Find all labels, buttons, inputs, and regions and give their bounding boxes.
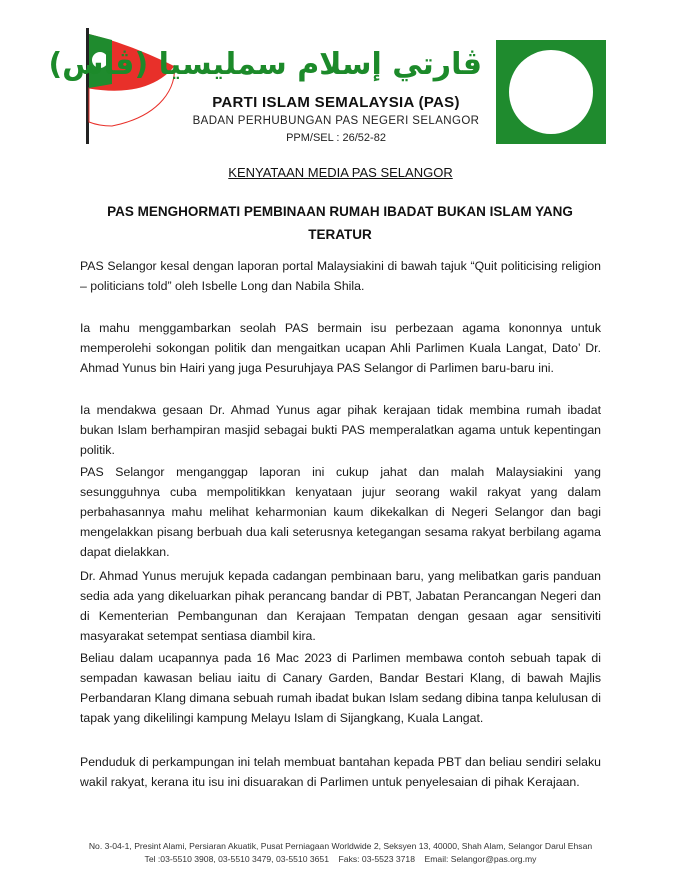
headline-line-2: TERATUR	[308, 227, 372, 242]
jawi-wordmark: ڤارتي إسلام سمليسيا (ڤاس)	[48, 47, 482, 82]
body-paragraph-2: Ia mahu menggambarkan seolah PAS bermain isu perbezaan agama kononnya untuk memperolehi sokongan politik dan mengaitkan ucapan Ahli Parlimen Kuala Langat, Dato’ Dr. Ahmad Yunus bin Hairi yang juga Pesuruhjaya PAS Selangor di Parlimen baru-baru ini.	[80, 321, 601, 375]
footer-address: No. 3-04-1, Presint Alami, Persiaran Akuatik, Pusat Perniagaan Worldwide 2, Seksyen 13, 40000, Shah Alam, Selangor Darul Ehsan	[88, 841, 593, 851]
statement-headline	[90, 200, 590, 246]
organization-division: BADAN PERHUBUNGAN PAS NEGERI SELANGOR	[192, 115, 480, 127]
emblem-white-circle	[509, 50, 593, 134]
body-paragraph-3: Ia mendakwa gesaan Dr. Ahmad Yunus agar pihak kerajaan tidak membina rumah ibadat bukan Islam berhampiran masjid sebagai bukti PAS memperalatkan agama untuk kepentingan politik.	[80, 403, 601, 457]
body-paragraph-1: PAS Selangor kesal dengan laporan portal Malaysiakini di bawah tajuk “Quit politicising religion – politicians told” oleh Isbelle Long dan Nabila Shila.	[80, 259, 601, 293]
body-paragraph-6: Beliau dalam ucapannya pada 16 Mac 2023 di Parlimen membawa contoh sebuah tapak di sempadan kawasan beliau iaitu di Canary Garden, Bandar Bestari Klang, di bawah Majlis Perbandaran Klang dimana sebuah rumah ibadat bukan Islam sedang dibina tanpa kelulusan di tapak yang dikelilingi kampung Melayu Islam di Sijangkang, Kuala Langat.	[80, 651, 601, 725]
footer-contacts: Tel :03-5510 3908, 03-5510 3479, 03-5510 3651 Faks: 03-5523 3718 Email: Selangor@pas.org.my	[144, 854, 537, 864]
body-paragraph-5: Dr. Ahmad Yunus merujuk kepada cadangan pembinaan baru, yang melibatkan garis panduan sedia ada yang dikeluarkan pihak perancang bandar di PBT, Jabatan Perancangan Negeri dan di Kementerian Pembangunan dan Kerajaan Tempatan dengan gesaan agar sensitiviti masyarakat setempat sentiasa diambil kira.	[80, 569, 601, 643]
organization-name: PARTI ISLAM SEMALAYSIA (PAS)	[212, 94, 460, 111]
body-paragraph-7: Penduduk di perkampungan ini telah membuat bantahan kepada PBT dan beliau sendiri selaku wakil rakyat, kerana itu isu ini disuarakan di Parlimen untuk penyelesaian di pihak Kerajaan.	[80, 755, 601, 789]
registration-number: PPM/SEL : 26/52-82	[286, 132, 386, 144]
body-paragraph-4: PAS Selangor menganggap laporan ini cukup jahat dan malah Malaysiakini yang sesungguhnya cuba mempolitikkan kenyataan jujur seorang wakil rakyat yang dalam perbahasannya mahu melihat keharmonian kaum dikekalkan di Negeri Selangor dan bagi mengelakkan pisang berbuah dua kali seterusnya ketegangan sesama rakyat berbilang agama dapat dielakkan.	[80, 465, 601, 559]
party-emblem-logo	[496, 40, 606, 144]
headline-line-1: PAS MENGHORMATI PEMBINAAN RUMAH IBADAT BUKAN ISLAM YANG	[107, 204, 573, 219]
media-statement-label: KENYATAAN MEDIA PAS SELANGOR	[228, 165, 453, 180]
